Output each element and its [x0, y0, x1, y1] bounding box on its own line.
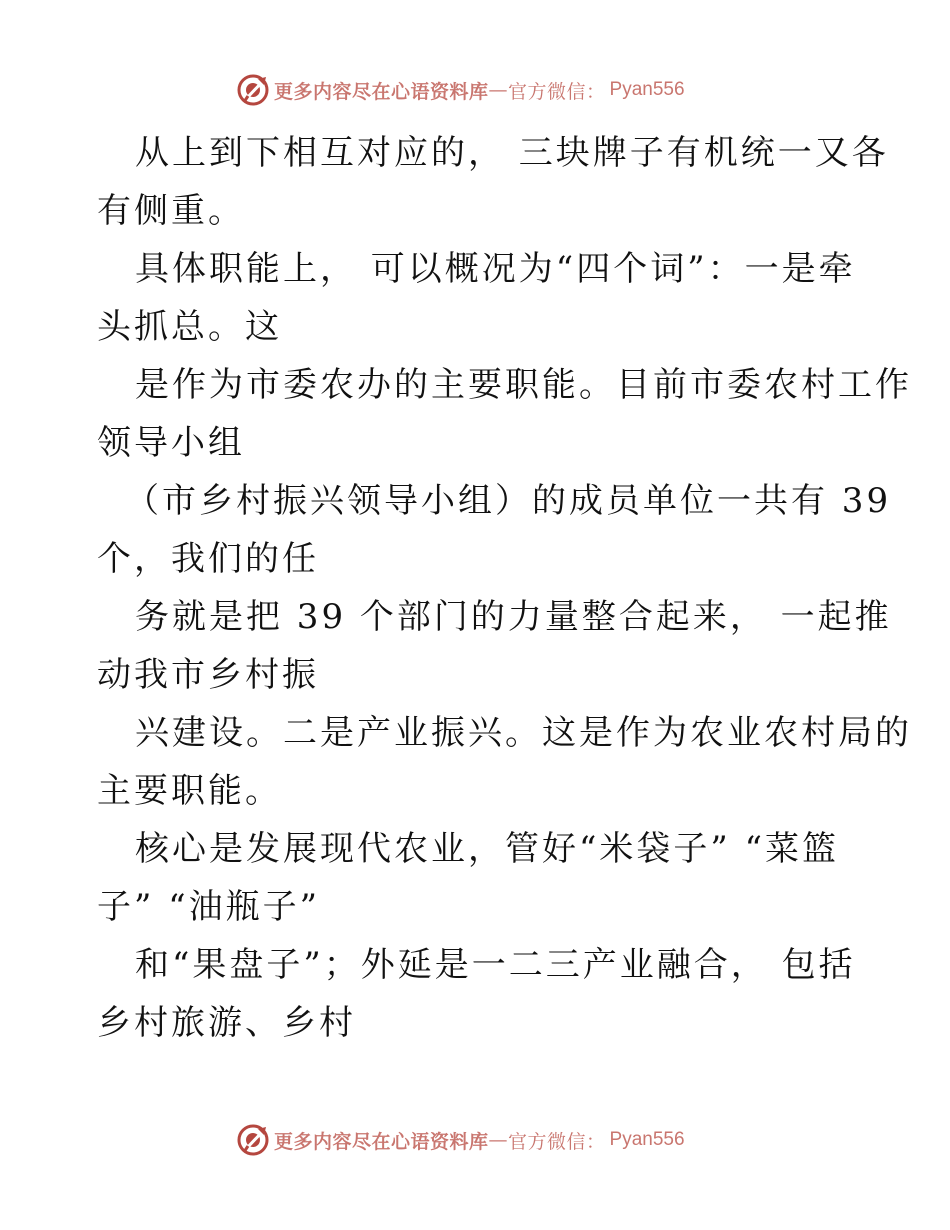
banner-separator: — [488, 79, 509, 101]
paragraph [97, 820, 857, 936]
banner-separator: — [488, 1129, 509, 1151]
paragraph-line: 头抓总。这 [97, 307, 282, 347]
paragraph-line: 兴建设。二是产业振兴。这是作为农业农村局的 [135, 713, 912, 753]
paragraph [97, 472, 892, 588]
banner-main-text: 更多内容尽在心语资料库 [274, 80, 489, 103]
banner-main-text: 更多内容尽在心语资料库 [274, 1130, 489, 1153]
paragraph-line: 具体职能上， 可以概况为“四个词”：一是牵 [135, 249, 856, 289]
paragraph-line: 是作为市委农办的主要职能。目前市委农村工作 [135, 365, 912, 405]
banner-wechat-id: Pyan556 [609, 1129, 685, 1150]
banner-wechat-id: Pyan556 [609, 79, 685, 100]
footer-banner [236, 1122, 685, 1158]
paragraph-line: 动我市乡村振 [97, 655, 319, 695]
paragraph [97, 936, 857, 1052]
paragraph [97, 704, 912, 820]
paragraph-line: 领导小组 [97, 423, 245, 463]
paragraph-line: 乡村旅游、乡村 [97, 1003, 356, 1043]
paragraph-line: （市乡村振兴领导小组）的成员单位一共有 39 [125, 481, 892, 521]
paragraph [97, 588, 892, 704]
paragraph [97, 124, 889, 240]
paragraph-line: 和“果盘子”；外延是一二三产业融合， 包括 [135, 945, 856, 985]
paragraph-line: 核心是发展现代农业，管好“米袋子” “菜篮 [135, 829, 839, 869]
paragraph-line: 从上到下相互对应的， 三块牌子有机统一又各 [135, 133, 889, 173]
paragraph [97, 240, 857, 356]
paragraph-line: 有侧重。 [97, 191, 245, 231]
brand-logo-icon [236, 73, 270, 107]
banner-official-label: 官方微信： [508, 1130, 606, 1153]
paragraph-line: 个，我们的任 [97, 539, 319, 579]
paragraph-line: 子” “油瓶子” [97, 887, 320, 927]
brand-logo-icon [236, 1123, 270, 1157]
paragraph-line: 务就是把 39 个部门的力量整合起来， 一起推 [135, 597, 892, 637]
document-body [97, 124, 912, 1052]
paragraph [97, 356, 912, 472]
banner-official-label: 官方微信： [508, 80, 606, 103]
header-banner [236, 72, 685, 108]
paragraph-line: 主要职能。 [97, 771, 282, 811]
